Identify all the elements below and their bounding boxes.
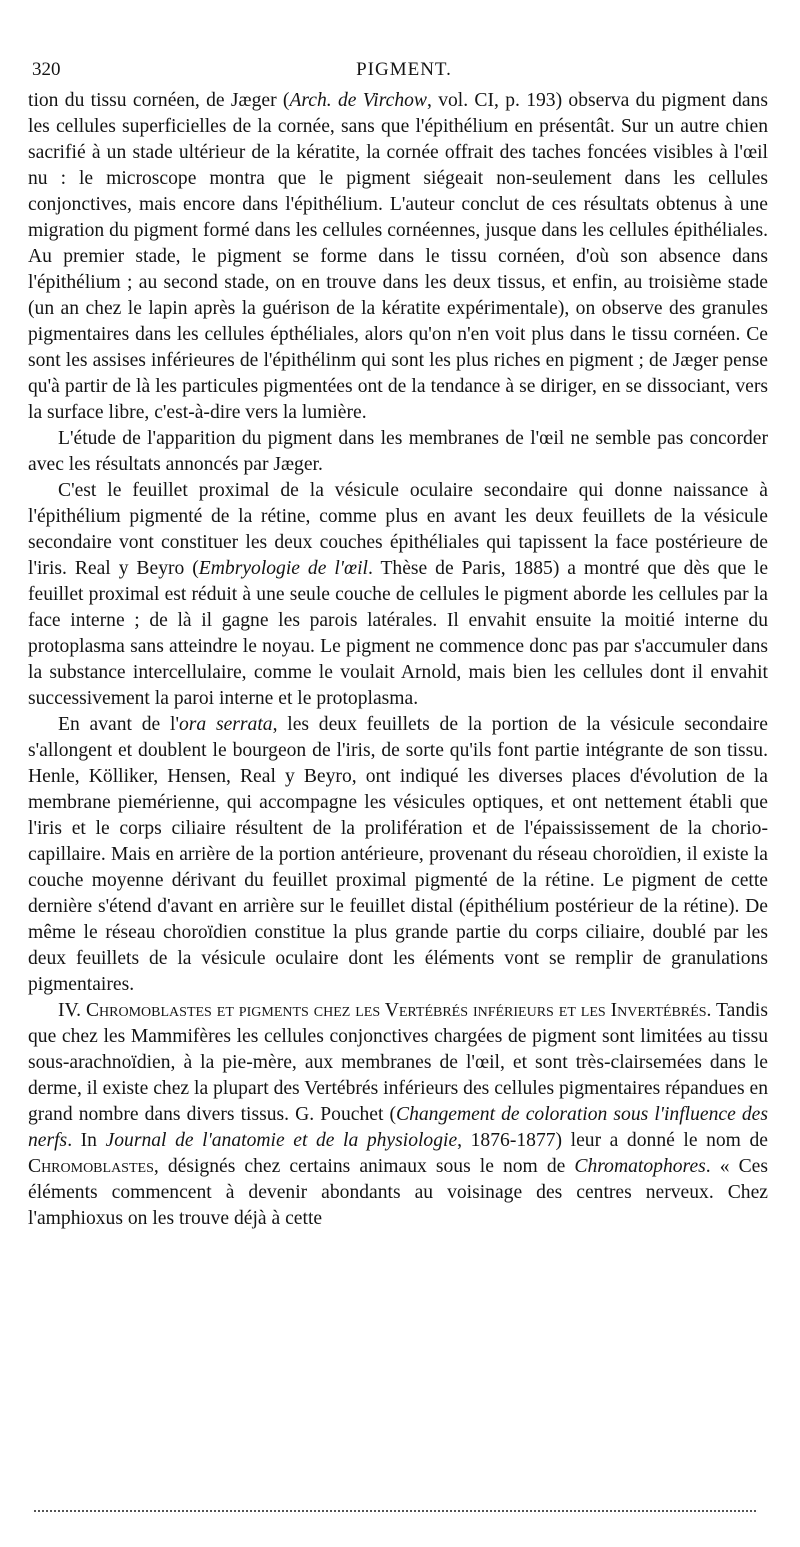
paragraph-p1 xyxy=(28,88,768,426)
text-run: , désignés chez certains animaux sous le nom de xyxy=(153,1156,575,1177)
paragraph-p5 xyxy=(28,998,768,1232)
text-run: , les deux feuillets de la portion de la vésicule secondaire s'allongent et doublent le bourgeon de l'iris, de sorte qu'ils font partie intégrante de son tissu. Henle, Kölliker, Hensen, Real y Beyro, ont indiqué les diverses places d'évolution de la membrane piemérienne, qui accompagne les vésicules optiques, et ont nettement établi que l'iris et le corps ciliaire résultent de la prolifération et de l'épaississement de la chorio-capillaire. Mais en arrière de la portion antérieure, provenant du réseau choroïdien, il existe la couche moyenne dérivant du feuillet proximal pigmenté de la rétine. Le pigment de cette dernière s'étend d'avant en arrière sur le feuillet distal (épithélium postérieur de la rétine). De même le réseau choroïdien constitue la plus grande partie du corps ciliaire, doublé par les deux feuillets de la vésicule oculaire dont les éléments vont se remplir de granulations pigmentaires. xyxy=(28,714,769,995)
italic-text-run: Journal de l'anatomie et de la physiologie xyxy=(105,1130,458,1151)
paragraph-p3 xyxy=(28,478,768,712)
page-number: 320 xyxy=(32,59,61,80)
italic-text-run: ora serrata xyxy=(178,714,273,735)
text-run: IV. xyxy=(58,1000,86,1021)
page-header xyxy=(28,55,780,85)
smallcaps-text-run: Chromoblastes et pigments chez les Vertébrés inférieurs et les Invertébrés. xyxy=(85,1000,712,1021)
italic-text-run: Embryologie de l'œil xyxy=(198,558,368,579)
bottom-rule xyxy=(34,1510,756,1512)
italic-text-run: Changement de coloration sous l'influence des nerfs xyxy=(28,1104,768,1151)
text-run: Tandis que chez les Mammifères les cellules conjonctives chargées de pigment sont limitées au tissu sous-arachnoïdien, à la pie-mère, aux membranes de l'œil, et sont très-clairsemées dans le derme, il existe chez la plupart des Vertébrés inférieurs des cellules pigmentaires répandues en grand nombre dans divers tissus. G. Pouchet ( xyxy=(28,1000,768,1125)
text-run: tion du tissu cornéen, de Jæger ( xyxy=(28,90,290,111)
smallcaps-text-run: Chromoblastes xyxy=(28,1156,154,1177)
text-run: . Thèse de Paris, 1885) a montré que dès que le feuillet proximal est réduit à une seule couche de cellules le pigment aborde les cellules par la face interne ; de là il gagne les parois latérales. Il envahit ensuite la moitié interne du protoplasma sans atteindre le noyau. Le pigment ne commence donc pas par s'accumuler dans la substance intercellulaire, comme le voulait Arnold, mais bien les cellules dont il envahit successivement la paroi interne et le protoplasma. xyxy=(28,558,769,709)
running-title: PIGMENT. xyxy=(356,59,452,80)
text-run: . In xyxy=(67,1130,106,1151)
italic-text-run: Chromatophores xyxy=(574,1156,706,1177)
paragraph-p4 xyxy=(28,712,768,998)
text-run: , 1876-1877) leur a donné le nom de xyxy=(457,1130,768,1151)
italic-text-run: Arch. de Virchow xyxy=(289,90,427,111)
text-run: . « Ces éléments commencent à devenir abondants au voisinage des centres nerveux. Chez l'amphioxus on les trouve déjà à cette xyxy=(28,1156,768,1229)
text-run: C'est le feuillet proximal de la vésicule oculaire secondaire qui donne naissance à l'épithélium pigmenté de la rétine, comme plus en avant les deux feuillets de la vésicule secondaire vont constituer les deux couches épithéliales qui tapissent la face postérieure de l'iris. Real y Beyro ( xyxy=(28,480,768,579)
text-run: , vol. CI, p. 193) observa du pigment dans les cellules superficielles de la cornée, sans que l'épithélium en présentât. Sur un autre chien sacrifié à un stade ultérieur de la kératite, la cornée offrait des taches foncées visibles à l'œil nu : le microscope montra que le pigment siégeait non-seulement dans les cellules conjonctives, mais encore dans l'épithélium. L'auteur conclut de ces résultats obtenus à une migration du pigment formé dans les cellules cornéennes, jusque dans les cellules épithéliales. Au premier stade, le pigment se forme dans le tissu cornéen, d'où son absence dans l'épithélium ; au second stade, on en trouve dans les deux tissus, et enfin, au troisième stade (un an chez le lapin après la guérison de la kératite expérimentale), on observe des granules pigmentaires dans les cellules épthéliales, alors qu'on n'en voit plus dans le tissu cornéen. Ce sont les assises inférieures de l'épithélinm qui sont les plus riches en pigment ; de Jæger pense qu'à partir de là les particules pigmentées ont de la tendance à se diriger, en se dissociant, vers la surface libre, c'est-à-dire vers la lumière. xyxy=(28,90,768,423)
paragraph-p2 xyxy=(28,426,768,478)
text-run: L'étude de l'apparition du pigment dans les membranes de l'œil ne semble pas concorder avec les résultats annoncés par Jæger. xyxy=(28,428,768,475)
body-text xyxy=(28,88,768,1232)
text-run: En avant de l' xyxy=(58,714,179,735)
